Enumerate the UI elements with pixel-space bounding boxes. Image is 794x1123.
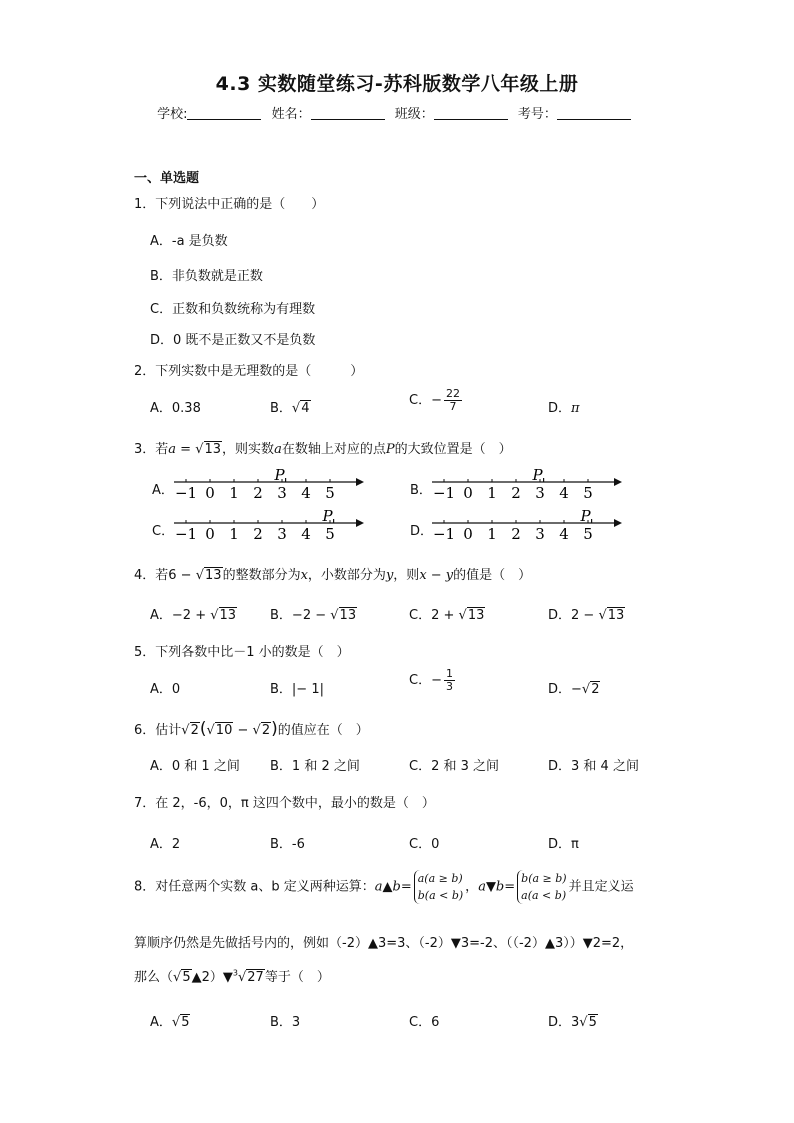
sqrt-symbol: √ — [598, 608, 607, 623]
student-info-line — [0, 103, 794, 122]
tick-label: 2 — [253, 525, 263, 543]
q3-option-b-label[interactable]: B． — [410, 483, 432, 498]
tick-label: 0 — [205, 484, 215, 502]
q8-option-c[interactable]: C．6 — [409, 1015, 440, 1030]
op1-label: a▲b= — [374, 879, 412, 895]
tick-label: 3 — [535, 484, 545, 502]
point-p-label: P — [322, 507, 333, 525]
exam-label: 考号： — [517, 107, 557, 122]
question-8 — [134, 870, 634, 904]
sqrt-symbol: √ — [173, 970, 182, 985]
option-label: D． — [548, 401, 572, 416]
pi-value: π — [571, 401, 580, 416]
var-x: x — [300, 568, 308, 583]
q3-number-line-a[interactable] — [170, 466, 370, 502]
radicand: 2 — [261, 723, 271, 738]
sqrt-symbol: √ — [237, 970, 247, 985]
tick-label: 4 — [559, 525, 569, 543]
point-p-label: P — [580, 507, 591, 525]
option-label: A． — [150, 1015, 172, 1030]
var-p: P — [385, 442, 395, 457]
arrow-icon — [356, 519, 364, 527]
q8-line3-post: 等于（ ） — [264, 970, 330, 985]
question-6 — [134, 719, 369, 739]
sqrt-symbol: √ — [195, 442, 204, 457]
option-label: B． — [270, 401, 292, 416]
paren-open: ( — [199, 719, 207, 739]
sqrt-symbol: √ — [581, 682, 591, 697]
tick-label: 1 — [229, 525, 239, 543]
fraction — [444, 388, 462, 413]
q4-text-post: 的值是（ ） — [453, 568, 532, 583]
tick-label: −1 — [174, 484, 198, 502]
option-expr: 2 − — [571, 608, 599, 623]
option-label: C．− — [409, 393, 442, 408]
sqrt-symbol: √ — [181, 723, 190, 738]
tick-label: −1 — [174, 525, 198, 543]
q4-six: 6 − — [168, 568, 196, 583]
expr-x-minus-y: x − y — [419, 568, 454, 583]
q4-option-d[interactable] — [548, 604, 625, 623]
q3-a-eq: a = — [168, 442, 196, 457]
name-label: 姓名： — [271, 107, 311, 122]
question-5: 5．下列各数中比－1 小的数是（ ） — [134, 645, 350, 660]
question-1: 1．下列说法中正确的是（ ） — [134, 197, 325, 212]
var-y: y — [385, 568, 394, 583]
q6-option-b[interactable]: B．1 和 2 之间 — [270, 759, 360, 774]
point-p-label: P — [532, 466, 543, 484]
q8-option-d[interactable] — [548, 1011, 598, 1030]
sqrt-symbol: √ — [206, 723, 215, 738]
q7-option-a[interactable]: A．2 — [150, 837, 181, 852]
tick-label: 4 — [301, 525, 311, 543]
point-p-label: P — [274, 466, 285, 484]
q7-option-c[interactable]: C．0 — [409, 837, 440, 852]
tick-label: 3 — [535, 525, 545, 543]
q1-option-d[interactable]: D．0 既不是正数又不是负数 — [150, 333, 316, 348]
case-line: a(a ≥ b) — [417, 872, 463, 885]
q5-option-a[interactable]: A．0 — [150, 682, 181, 697]
q5-option-b[interactable] — [270, 678, 324, 697]
radicand: 2 — [190, 723, 199, 738]
option-expr: −2 − — [291, 608, 331, 623]
q4-text-mid3: ，则 — [393, 568, 420, 583]
q2-option-d[interactable] — [548, 397, 580, 416]
class-label: 班级： — [394, 107, 434, 122]
option-expr: −2 + — [171, 608, 211, 623]
q3-number-line-b[interactable] — [428, 466, 628, 502]
q3-number-line-d[interactable] — [428, 507, 628, 543]
q2-option-b[interactable] — [270, 397, 311, 416]
school-blank[interactable] — [187, 107, 261, 120]
q6-option-a[interactable]: A．0 和 1 之间 — [150, 759, 240, 774]
var-a: a — [274, 442, 282, 457]
radicand: 13 — [467, 608, 485, 623]
tick-label: 5 — [325, 525, 335, 543]
op1-cases — [414, 870, 463, 904]
q4-text-mid2: ，小数部分为 — [307, 568, 386, 583]
question-2: 2．下列实数中是无理数的是（ ） — [134, 364, 364, 379]
numerator: 1 — [445, 667, 453, 680]
radicand: 27 — [247, 970, 264, 985]
option-label: A． — [150, 608, 172, 623]
q1-option-b[interactable]: B．非负数就是正数 — [150, 269, 263, 284]
q3-text-pre: 3．若 — [134, 442, 169, 457]
op2-label: a▼b= — [478, 879, 516, 895]
option-label: B． — [270, 682, 292, 697]
radicand: 13 — [219, 608, 237, 623]
question-3 — [134, 438, 512, 457]
q7-option-d[interactable]: D．π — [548, 837, 579, 852]
tick-label: 1 — [229, 484, 239, 502]
q3-text-mid2: 在数轴上对应的点 — [281, 442, 386, 457]
op2-cases — [517, 870, 566, 904]
minus-sign: − — [233, 723, 253, 738]
tick-label: 5 — [583, 484, 593, 502]
radicand: 2 — [591, 682, 600, 697]
q6-text-post: 的值应在（ ） — [277, 723, 369, 738]
radicand: 13 — [607, 608, 625, 623]
tick-label: 2 — [511, 484, 521, 502]
q4-option-a[interactable] — [150, 604, 237, 623]
denominator: 3 — [445, 680, 453, 693]
tick-label: 0 — [463, 484, 473, 502]
section-heading: 一、单选题 — [134, 171, 200, 186]
option-expr: 2 + — [431, 608, 459, 623]
option-label: D． — [548, 608, 572, 623]
q3-text-mid: ，则实数 — [222, 442, 275, 457]
numerator: 22 — [445, 387, 460, 400]
q5-option-d[interactable] — [548, 678, 600, 697]
radicand: 5 — [181, 1015, 190, 1030]
q1-option-a[interactable]: A．-a 是负数 — [150, 234, 228, 249]
q8-text-pre: 8．对任意两个实数 a、b 定义两种运算： — [134, 879, 375, 895]
root-index: 3 — [232, 968, 238, 978]
radicand: 13 — [205, 568, 222, 583]
q4-option-c[interactable] — [409, 604, 485, 623]
sqrt-symbol: √ — [579, 1015, 588, 1030]
name-blank[interactable] — [311, 107, 385, 120]
tick-label: 0 — [463, 525, 473, 543]
comma: ， — [465, 879, 479, 895]
q6-option-d[interactable]: D．3 和 4 之间 — [548, 759, 639, 774]
q8-line-2: 算顺序仍然是先做括号内的，例如（-2）▲3=3、（-2）▼3=-2、（（-2）▲3））▼2=2， — [134, 936, 634, 951]
tick-label: 4 — [559, 484, 569, 502]
q3-option-d-label[interactable]: D． — [410, 524, 434, 539]
option-label: C．− — [409, 673, 442, 688]
radicand: 13 — [204, 442, 222, 457]
q4-text-mid: 的整数部分为 — [222, 568, 301, 583]
option-label: C． — [409, 608, 432, 623]
tick-label: −1 — [432, 525, 456, 543]
arrow-icon — [614, 519, 622, 527]
sqrt-symbol: √ — [330, 608, 339, 623]
arrow-icon — [356, 478, 364, 486]
tick-label: −1 — [432, 484, 456, 502]
denominator: 7 — [449, 400, 457, 413]
q8-text-post: 并且定义运 — [568, 879, 634, 895]
tick-label: 4 — [301, 484, 311, 502]
sqrt-symbol: √ — [458, 608, 467, 623]
school-label: 学校: — [157, 107, 188, 122]
q3-text-post: 的大致位置是（ ） — [394, 442, 512, 457]
q8-option-a[interactable] — [150, 1011, 190, 1030]
q5-option-c[interactable] — [409, 668, 457, 693]
class-blank[interactable] — [434, 107, 508, 120]
case-line: a(a < b) — [521, 889, 567, 902]
q1-option-c[interactable]: C．正数和负数统称为有理数 — [150, 302, 316, 317]
tick-label: 1 — [487, 484, 497, 502]
tick-label: 2 — [253, 484, 263, 502]
q2-option-a[interactable]: A．0.38 — [150, 401, 201, 416]
option-label: D．− — [548, 682, 582, 697]
q6-text-pre: 6．估计 — [134, 723, 182, 738]
radicand: 13 — [339, 608, 357, 623]
q4-option-b[interactable] — [270, 604, 357, 623]
tick-label: 5 — [325, 484, 335, 502]
radicand: 5 — [588, 1015, 597, 1030]
sqrt-symbol: √ — [171, 1015, 181, 1030]
sqrt-symbol: √ — [252, 723, 261, 738]
radicand: 5 — [182, 970, 191, 985]
q3-option-c-label[interactable]: C． — [152, 524, 175, 539]
sqrt-symbol: √ — [195, 568, 205, 583]
sqrt-symbol: √ — [210, 608, 219, 623]
q2-option-c[interactable] — [409, 388, 464, 413]
tick-label: 3 — [277, 525, 287, 543]
q8-line3-mid: ▲2）▼ — [191, 970, 233, 985]
fraction — [444, 668, 455, 693]
q7-option-b[interactable]: B．-6 — [270, 837, 305, 852]
q3-option-a-label[interactable]: A． — [152, 483, 174, 498]
q8-line-3 — [134, 966, 330, 985]
tick-label: 2 — [511, 525, 521, 543]
tick-label: 5 — [583, 525, 593, 543]
q3-number-line-c[interactable] — [170, 507, 370, 543]
question-7: 7．在 2，-6，0，π 这四个数中，最小的数是（ ） — [134, 796, 435, 811]
case-line: b(a < b) — [417, 889, 464, 902]
tick-label: 3 — [277, 484, 287, 502]
sqrt-symbol: √ — [291, 401, 301, 416]
exam-blank[interactable] — [557, 107, 631, 120]
radicand: 4 — [301, 401, 310, 416]
tick-label: 0 — [205, 525, 215, 543]
q4-text-pre: 4．若 — [134, 568, 169, 583]
page-title: 4.3 实数随堂练习-苏科版数学八年级上册 — [215, 73, 579, 95]
abs-value: |− 1| — [291, 682, 324, 697]
option-label: D．3 — [548, 1015, 580, 1030]
option-label: B． — [270, 608, 292, 623]
radicand: 10 — [215, 723, 233, 738]
arrow-icon — [614, 478, 622, 486]
q6-option-c[interactable]: C．2 和 3 之间 — [409, 759, 500, 774]
case-line: b(a ≥ b) — [521, 872, 567, 885]
tick-label: 1 — [487, 525, 497, 543]
q8-line3-pre: 那么（ — [134, 970, 174, 985]
q8-option-b[interactable]: B．3 — [270, 1015, 301, 1030]
question-4 — [134, 564, 531, 583]
paren-close: ) — [271, 719, 278, 739]
